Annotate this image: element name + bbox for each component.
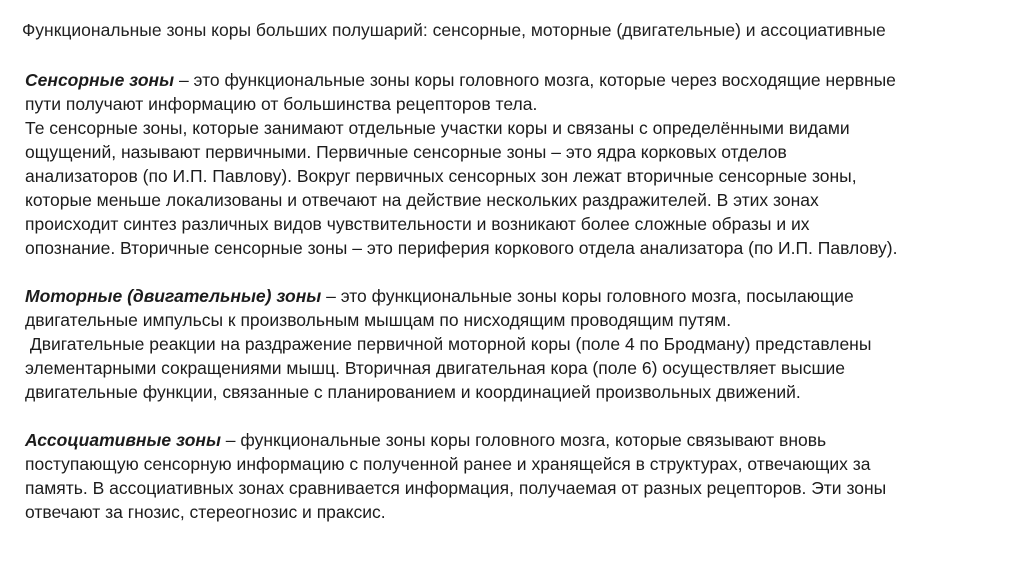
section-sensory-zones xyxy=(25,68,1010,260)
associative-text: – функциональные зоны коры головного мозга, которые связывают вновь xyxy=(220,430,827,450)
sensory-line-6: которые меньше локализованы и отвечают на действие нескольких раздражителей. В этих зонах xyxy=(25,190,819,210)
section-motor-zones xyxy=(25,284,1010,404)
sensory-line-8: опознание. Вторичные сенсорные зоны – это периферия коркового отдела анализатора (по И.П. Павлову). xyxy=(25,238,898,258)
term-sensory-zones: Сенсорные зоны xyxy=(25,70,175,90)
motor-line-5: двигательные функции, связанные с планированием и координацией произвольных движений. xyxy=(25,382,801,402)
section-associative-zones xyxy=(25,428,1010,524)
term-associative-zones: Ассоциативные зоны xyxy=(25,430,221,450)
motor-text: – это функциональные зоны коры головного мозга, посылающие xyxy=(321,286,854,306)
motor-line-2: двигательные импульсы к произвольным мышцам по нисходящим проводящим путям. xyxy=(25,310,732,330)
associative-line-4: отвечают за гнозис, стереогнозис и праксис. xyxy=(25,502,386,522)
sensory-line-2: пути получают информацию от большинства рецепторов тела. xyxy=(25,94,538,114)
motor-line-3: Двигательные реакции на раздражение первичной моторной коры (поле 4 по Бродману) представлены xyxy=(25,334,872,354)
motor-line-4: элементарными сокращениями мышц. Вторичная двигательная кора (поле 6) осуществляет высшие xyxy=(25,358,846,378)
sensory-line-5: анализаторов (по И.П. Павлову). Вокруг первичных сенсорных зон лежат вторичные сенсорные зоны, xyxy=(25,166,857,186)
term-motor-zones: Моторные (двигательные) зоны xyxy=(25,286,322,306)
associative-line-2: поступающую сенсорную информацию с полученной ранее и хранящейся в структурах, отвечающих за xyxy=(25,454,871,474)
slide-title: Функциональные зоны коры больших полушарий: сенсорные, моторные (двигательные) и ассоциативные xyxy=(22,20,886,40)
sensory-line-4: ощущений, называют первичными. Первичные сенсорные зоны – это ядра корковых отделов xyxy=(25,142,787,162)
associative-line-1 xyxy=(25,428,1010,452)
sensory-text: – это функциональные зоны коры головного мозга, которые через восходящие нервные xyxy=(174,70,896,90)
slide-body xyxy=(25,68,1010,524)
sensory-line-1 xyxy=(25,68,1010,92)
motor-line-1 xyxy=(25,284,1010,308)
sensory-line-3: Те сенсорные зоны, которые занимают отдельные участки коры и связаны с определёнными видами xyxy=(25,118,850,138)
associative-line-3: память. В ассоциативных зонах сравнивается информация, получаемая от разных рецепторов. Эти зоны xyxy=(25,478,887,498)
sensory-line-7: происходит синтез различных видов чувствительности и возникают более сложные образы и их xyxy=(25,214,810,234)
